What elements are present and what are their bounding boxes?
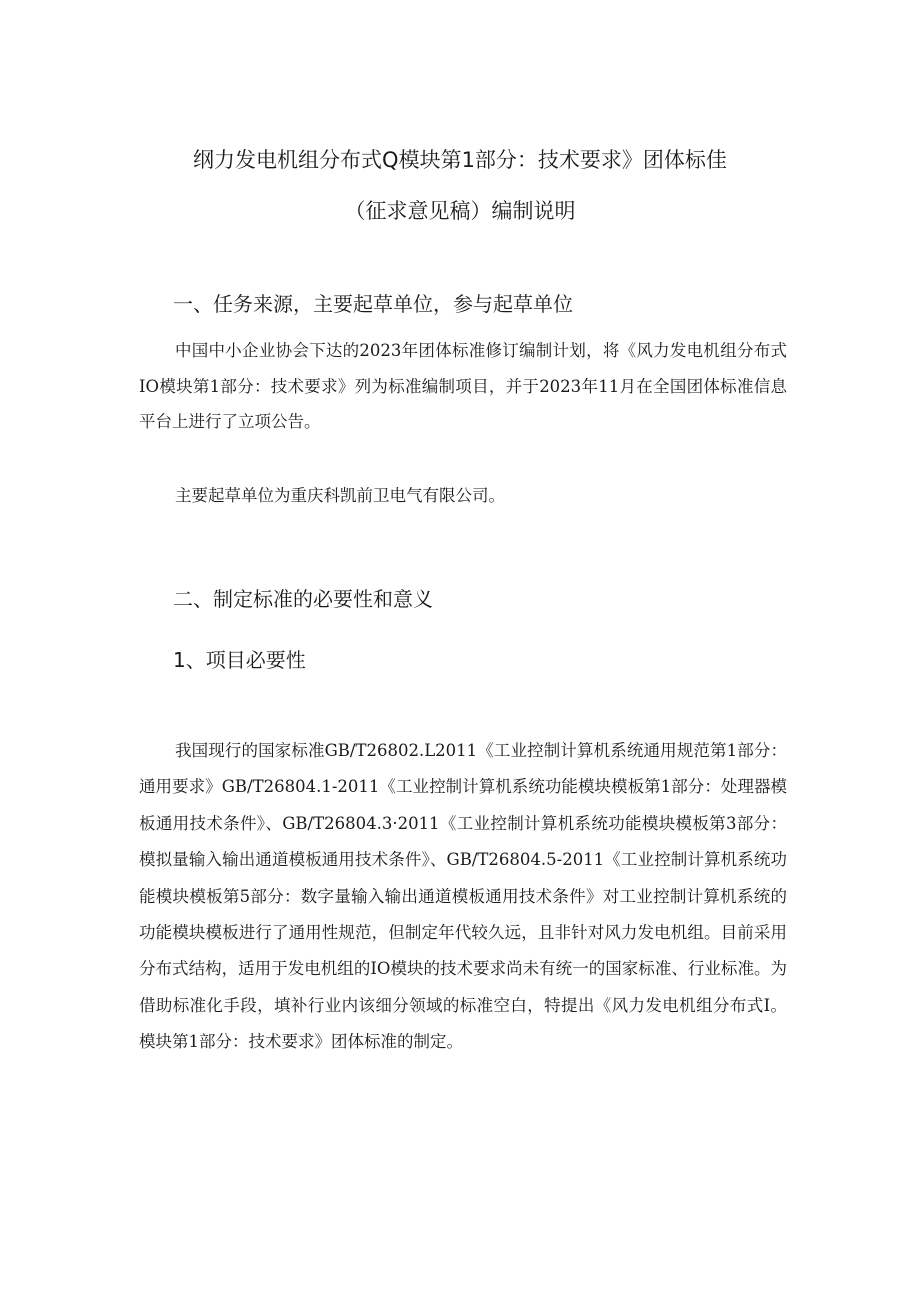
section-2-subheading: 1、项目必要性 [173, 648, 306, 672]
document-title-line-1: 纲力发电机组分布式Q模块第1部分：技术要求》团体标佳 [193, 148, 727, 172]
section-1-heading: 一、任务来源，主要起草单位，参与起草单位 [173, 292, 573, 316]
section-2-heading: 二、制定标准的必要性和意义 [173, 587, 433, 611]
section-1-paragraph-2: 主要起草单位为重庆科凯前卫电气有限公司。 [175, 486, 505, 505]
document-title-line-2: （征求意见稿）编制说明 [344, 199, 576, 223]
section-2-paragraph-1: 我国现行的国家标准GB/T26802.L2011《工业控制计算机系统通用规范第1部分：通用要求》GB/T26804.1-2011《工业控制计算机系统功能模块模板第1部分：处理器模板通用技术条件》、GB/T26804.3·2011《工业控制计算机系统功能模块模板第3部分：模拟量输入输出通道模板通用技术条件》、GB/T26804.5-2011《工业控制计算机系统功能模块模板第5部分：数字量输入输出通道模板通用技术条件》对工业控制计算机系统的功能模块模板进行了通用性规范，但制定年代较久远，且非针对风力发电机组。目前采用分布式结构，适用于发电机组的IO模块的技术要求尚未有统一的国家标准、行业标准。为借助标准化手段，填补行业内该细分领域的标准空白，特提出《风力发电机组分布式I。模块第1部分：技术要求》团体标准的制定。 [139, 741, 787, 1052]
section-1-paragraph-1: 中国中小企业协会下达的2023年团体标准修订编制计划，将《风力发电机组分布式IO模块第1部分：技术要求》列为标准编制项目，并于2023年11月在全国团体标准信息平台上进行了立项公告。 [139, 341, 787, 431]
